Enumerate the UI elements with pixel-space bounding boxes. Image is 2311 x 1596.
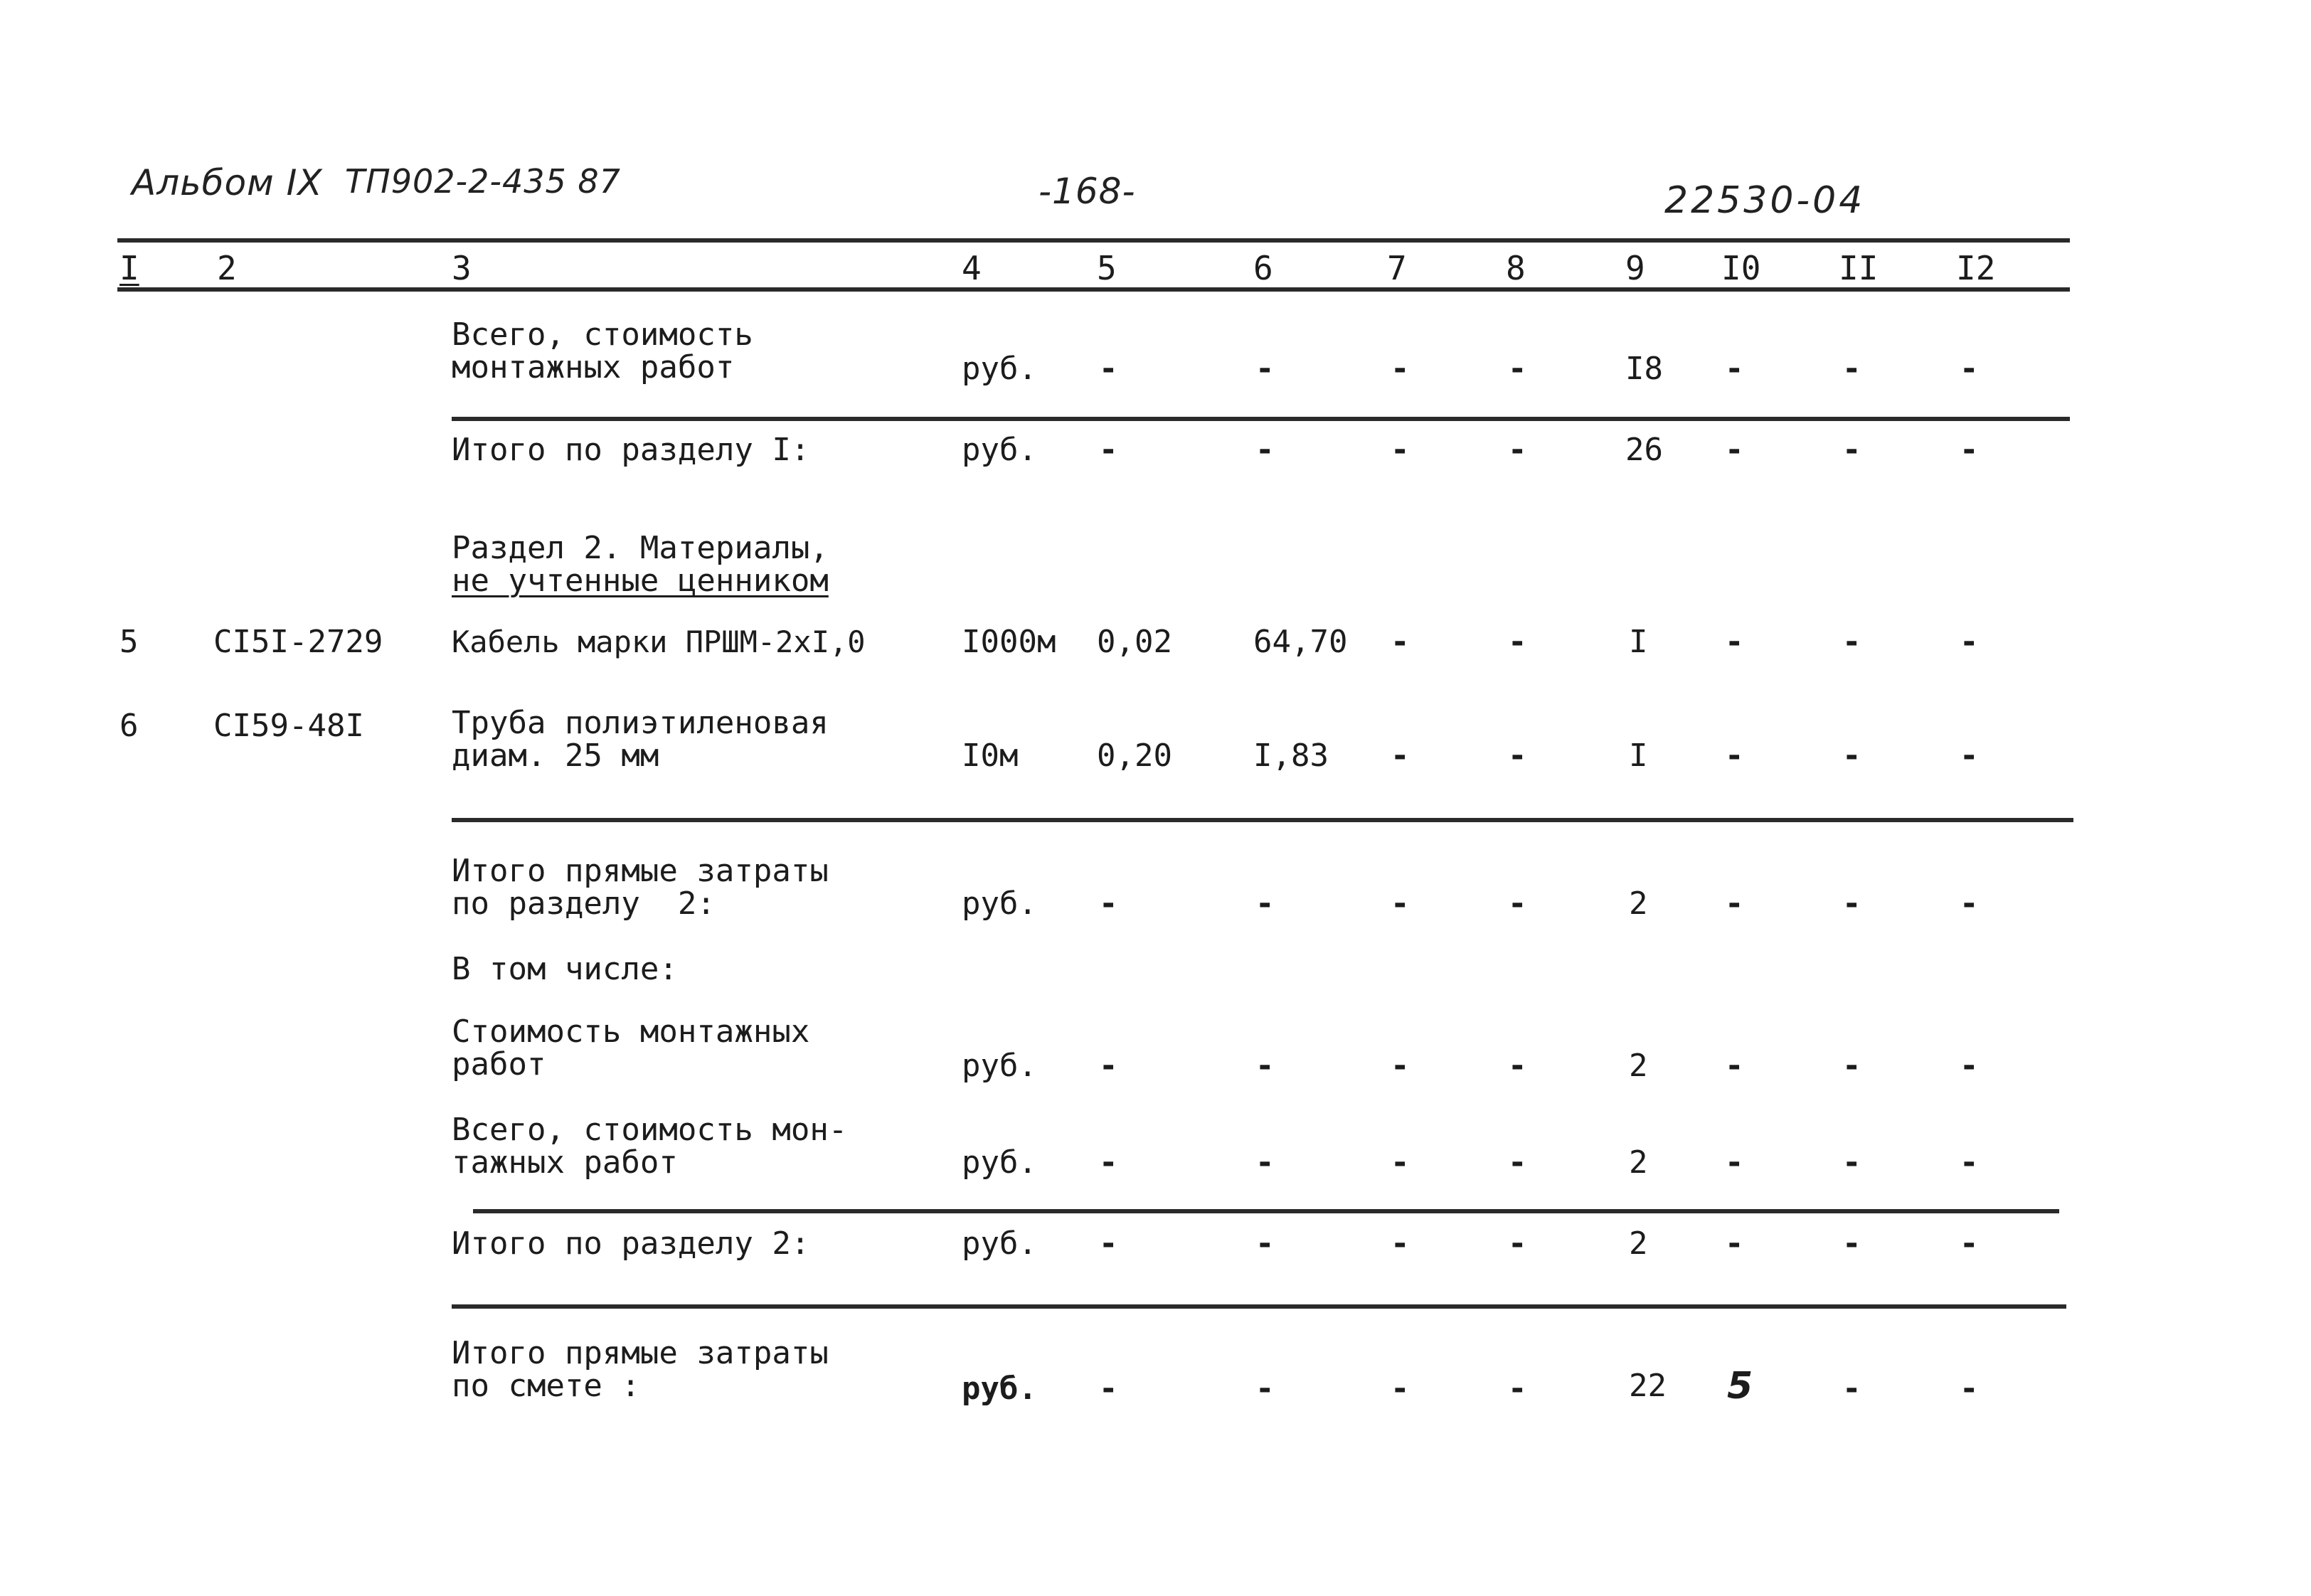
row-col11: - <box>1842 885 1861 922</box>
row-col11: - <box>1842 351 1861 387</box>
row-col8: - <box>1508 351 1527 387</box>
row-col7: - <box>1391 432 1410 468</box>
row-col7: - <box>1391 1048 1410 1084</box>
row-unit: руб. <box>962 1048 1037 1084</box>
row-col6: 64,70 <box>1253 624 1348 660</box>
row-desc: Труба полиэтиленовая диам. 25 мм <box>452 705 829 774</box>
album-label: Альбом IX <box>132 162 323 203</box>
row-col12: - <box>1960 1371 1979 1407</box>
row-col12: - <box>1960 624 1979 660</box>
row-col7: - <box>1391 885 1410 922</box>
row-desc: Итого прямые затраты по смете : <box>452 1335 829 1404</box>
row-col9: 2 <box>1629 885 1648 922</box>
row-col6: - <box>1255 351 1275 387</box>
row-col10-handwritten: 5 <box>1727 1365 1753 1408</box>
row-col9: 22 <box>1629 1368 1667 1404</box>
row-desc: Итого по разделу 2: <box>452 1225 810 1262</box>
col-header-10: I0 <box>1721 249 1761 287</box>
col-header-8: 8 <box>1506 249 1526 287</box>
row-number: 6 <box>119 708 139 744</box>
row-col10: - <box>1725 1225 1744 1262</box>
row-unit: I0м <box>962 738 1019 774</box>
row-rule <box>452 818 2073 822</box>
col-header-9: 9 <box>1625 249 1645 287</box>
row-col6: - <box>1255 1225 1275 1262</box>
row-unit: руб. <box>962 351 1037 387</box>
row-unit: I000м <box>962 624 1056 660</box>
row-desc: Стоимость монтажных работ <box>452 1014 810 1082</box>
row-unit: руб. <box>962 1144 1037 1181</box>
row-col5: - <box>1099 1225 1118 1262</box>
col-header-7: 7 <box>1387 249 1407 287</box>
row-col9: 2 <box>1629 1225 1648 1262</box>
row-col5: - <box>1099 1048 1118 1084</box>
row-rule <box>452 417 2070 421</box>
section-title: Раздел 2. Материалы, <box>452 530 829 566</box>
row-unit: руб. <box>962 885 1037 922</box>
col-header-3: 3 <box>452 249 472 287</box>
row-col5: - <box>1099 1144 1118 1181</box>
col-header-6: 6 <box>1253 249 1273 287</box>
row-col9: I8 <box>1625 351 1663 387</box>
row-col12: - <box>1960 885 1979 922</box>
row-col12: - <box>1960 432 1979 468</box>
row-rule <box>473 1209 2059 1213</box>
col-header-5: 5 <box>1097 249 1117 287</box>
col-header-11: II <box>1839 249 1879 287</box>
row-unit: руб. <box>962 1225 1037 1262</box>
row-col6: - <box>1255 1048 1275 1084</box>
row-code: CI5I-2729 <box>213 624 383 660</box>
row-desc: Итого по разделу I: <box>452 432 810 468</box>
col-header-12: I2 <box>1956 249 1996 287</box>
row-col10: - <box>1725 885 1744 922</box>
row-col8: - <box>1508 738 1527 774</box>
row-col10: - <box>1725 624 1744 660</box>
header-top-rule <box>117 238 2070 243</box>
col-header-4: 4 <box>962 249 982 287</box>
row-col8: - <box>1508 1144 1527 1181</box>
row-col10: - <box>1725 1144 1744 1181</box>
header-bottom-rule <box>117 287 2070 292</box>
row-col5: 0,20 <box>1097 738 1172 774</box>
row-col8: - <box>1508 1371 1527 1407</box>
row-col7: - <box>1391 1225 1410 1262</box>
row-col7: - <box>1391 1371 1410 1407</box>
row-col10: - <box>1725 432 1744 468</box>
row-col8: - <box>1508 624 1527 660</box>
col-header-1: I <box>119 249 139 287</box>
row-col7: - <box>1391 738 1410 774</box>
row-col11: - <box>1842 738 1861 774</box>
project-number: ТП902-2-435 87 <box>345 162 621 201</box>
row-unit: руб. <box>962 1371 1037 1407</box>
row-col11: - <box>1842 624 1861 660</box>
row-rule <box>452 1304 2066 1309</box>
row-col10: - <box>1725 351 1744 387</box>
row-col10: - <box>1725 738 1744 774</box>
row-col11: - <box>1842 1048 1861 1084</box>
row-desc: Итого прямые затраты по разделу 2: <box>452 853 829 922</box>
row-number: 5 <box>119 624 139 660</box>
row-col7: - <box>1391 1144 1410 1181</box>
row-col5: - <box>1099 885 1118 922</box>
row-col9: I <box>1629 738 1648 774</box>
row-col12: - <box>1960 351 1979 387</box>
row-col9: 2 <box>1629 1048 1648 1084</box>
row-col8: - <box>1508 432 1527 468</box>
row-col10: - <box>1725 1048 1744 1084</box>
row-col5: - <box>1099 1371 1118 1407</box>
row-col9: I <box>1629 624 1648 660</box>
row-col12: - <box>1960 1048 1979 1084</box>
row-col5: 0,02 <box>1097 624 1172 660</box>
row-col5: - <box>1099 351 1118 387</box>
row-col6: - <box>1255 1144 1275 1181</box>
row-col8: - <box>1508 885 1527 922</box>
row-col9: 26 <box>1625 432 1663 468</box>
row-col6: - <box>1255 432 1275 468</box>
row-col7: - <box>1391 624 1410 660</box>
page-number: -168- <box>1038 171 1136 212</box>
row-col12: - <box>1960 1144 1979 1181</box>
row-desc: Всего, стоимость мон- тажных работ <box>452 1112 848 1181</box>
row-unit: руб. <box>962 432 1037 468</box>
row-col11: - <box>1842 1225 1861 1262</box>
row-col5: - <box>1099 432 1118 468</box>
row-col11: - <box>1842 432 1861 468</box>
row-desc: Кабель марки ПРШМ-2хI,0 <box>452 624 866 659</box>
row-col11: - <box>1842 1144 1861 1181</box>
section-subtitle: не учтенные ценником <box>452 563 829 599</box>
document-code: 22530-04 <box>1664 179 1866 222</box>
row-col11: - <box>1842 1371 1861 1407</box>
row-desc: Всего, стоимость монтажных работ <box>452 316 753 385</box>
row-col12: - <box>1960 738 1979 774</box>
row-col8: - <box>1508 1225 1527 1262</box>
col-header-2: 2 <box>217 249 237 287</box>
row-col6: - <box>1255 885 1275 922</box>
row-col6: I,83 <box>1253 738 1329 774</box>
row-col12: - <box>1960 1225 1979 1262</box>
row-col6: - <box>1255 1371 1275 1407</box>
row-col8: - <box>1508 1048 1527 1084</box>
row-col9: 2 <box>1629 1144 1648 1181</box>
row-desc: В том числе: <box>452 951 678 987</box>
row-code: CI59-48I <box>213 708 364 744</box>
row-col7: - <box>1391 351 1410 387</box>
